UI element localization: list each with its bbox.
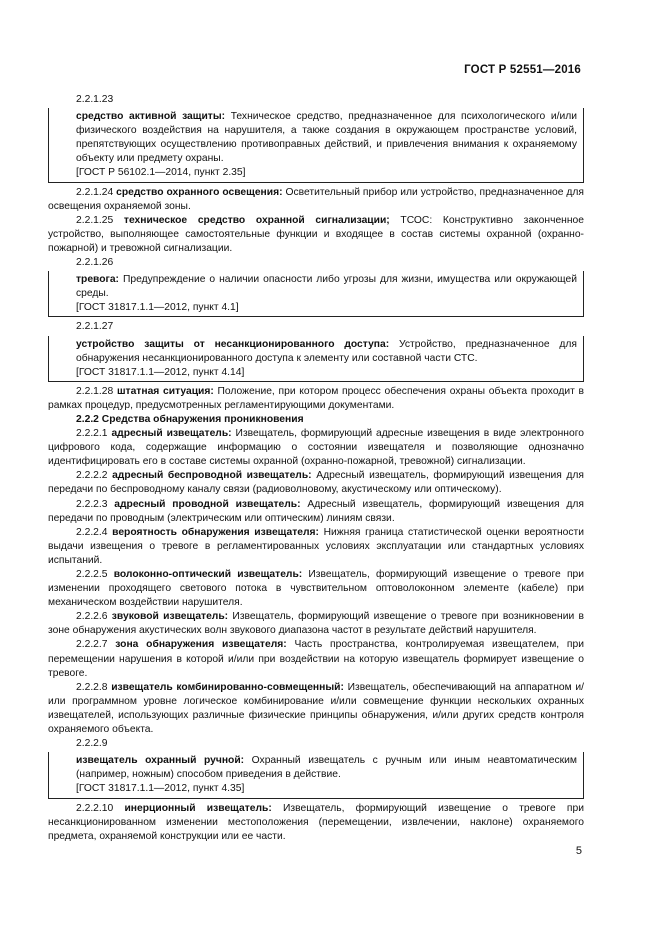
definition: Адресный извещатель, формирующий извещения для передачи по проводным (электрическим или оптическим) линиям связи. — [48, 498, 584, 524]
definition-paragraph — [48, 638, 584, 680]
definition-paragraph — [48, 498, 584, 526]
section-heading — [48, 413, 584, 427]
clause-number: 2.2.1.28 — [76, 385, 114, 397]
term: адресный проводной извещатель: — [114, 498, 301, 510]
quoted-definition-box — [48, 108, 584, 182]
term: инерционный извещатель: — [124, 802, 272, 814]
clause-number: 2.2.1.27 — [76, 321, 114, 333]
definition: Предупреждение о наличии опасности либо угрозы для жизни, имущества или окружающей среды. — [76, 274, 577, 300]
clause-number: 2.2.1.26 — [76, 257, 114, 269]
term: средство охранного освещения: — [116, 186, 283, 198]
term: вероятность обнаружения извещателя: — [112, 526, 319, 538]
clause-number: 2.2.2.6 — [76, 611, 108, 623]
source-reference: [ГОСТ 31817.1.1—2012, пункт 4.14] — [76, 366, 245, 378]
quoted-definition-box — [48, 336, 584, 382]
definition: Извещатель, обеспечивающий на аппаратном и/или программном уровне логическое комбинирование и/или совмещение функции нескольких охранных извещателей, использующих различные физические принципы обнаружения, и/или других средств контроля охраняемого объекта. — [48, 681, 584, 736]
term: тревога: — [76, 274, 119, 286]
clause-number: 2.2.2.1 — [76, 428, 108, 440]
definition-text — [76, 338, 577, 366]
clause-number: 2.2.2.5 — [76, 569, 108, 580]
definition-paragraph — [48, 568, 584, 610]
clause-number: 2.2.1.24 — [76, 186, 114, 198]
definition-text — [76, 273, 577, 301]
definition-paragraph — [48, 385, 584, 413]
source-reference: [ГОСТ Р 56102.1—2014, пункт 2.35] — [76, 167, 246, 179]
clause-number: 2.2.1.23 — [76, 94, 114, 105]
clause-number: 2.2.2.7 — [76, 639, 108, 651]
definition: ТСОС: Конструктивно законченное устройство, выполняющее самостоятельные функции и входящее в состав системы охранной (охранно-пожарной) и тревожной сигнализации. — [48, 214, 584, 254]
term: извещатель охранный ручной: — [76, 755, 245, 767]
term: волоконно-оптический извещатель: — [113, 569, 303, 580]
definition: Нижняя граница статистической оценки вероятности выдачи извещения о тревоге в регламентированных условиях эксплуатации или стандартных условиях испытаний. — [48, 526, 584, 566]
definition: Адресный извещатель, формирующий извещения для передачи по беспроводному каналу связи (радиоволновому, акустическому или оптическому). — [48, 470, 584, 496]
definition: Охранный извещатель с ручным или иным неавтоматическим (например, ножным) способом приведения в действие. — [76, 755, 577, 781]
term: устройство защиты от несанкционированного доступа: — [76, 338, 390, 350]
term: адресный извещатель: — [111, 428, 232, 440]
definition: Извещатель, формирующий адресные извещения в виде электронного цифрового кода, содержащие информацию о состоянии извещателя и позволяющие однозначно идентифицировать его в составе системы охранной (охранно-пожарной, тревожной) сигнализации. — [48, 428, 584, 468]
definition-text — [76, 754, 577, 782]
definition-paragraph — [48, 427, 584, 469]
standard-designation: ГОСТ Р 52551—2016 — [464, 64, 581, 76]
definition: Устройство, предназначенное для обнаружения несанкционированного доступа к элементу или составной части СТС. — [76, 338, 577, 364]
definition-paragraph — [48, 681, 584, 737]
term: штатная ситуация: — [116, 385, 214, 397]
document-body — [48, 93, 584, 844]
clause-number: 2.2.2.9 — [76, 738, 108, 750]
definition: Положение, при котором процесс обеспечения охраны объекта проходит в рамках процедур, предусмотренных регламентирующими документами. — [48, 385, 584, 411]
definition-paragraph — [48, 802, 584, 844]
clause-number: 2.2.2.2 — [76, 470, 108, 482]
definition-paragraph — [48, 469, 584, 497]
definition-paragraph — [48, 214, 584, 256]
page-number: 5 — [575, 845, 582, 857]
term: звуковой извещатель: — [111, 611, 229, 623]
definition: Часть пространства, контролируемая извещателем, при перемещении нарушения в которой и/или при воздействии на которую извещатель формирует извещение о тревоге. — [48, 639, 584, 679]
definition: Осветительный прибор или устройство, предназначенное для освещения охраняемой зоны. — [48, 186, 584, 212]
clause-number: 2.2.2.3 — [76, 498, 108, 510]
term: зона обнаружения извещателя: — [115, 639, 287, 651]
definition: Извещатель, формирующий извещение о тревоге при возникновении в зоне обнаружения акустических волн звукового диапазона частот в результате действий нарушителя. — [48, 611, 584, 637]
quoted-definition-box — [48, 271, 584, 317]
clause-number: 2.2.2.4 — [76, 526, 108, 538]
clause-number: 2.2.1.25 — [76, 214, 114, 226]
term: техническое средство охранной сигнализации; — [123, 214, 390, 226]
definition-paragraph — [48, 186, 584, 214]
source-reference: [ГОСТ 31817.1.1—2012, пункт 4.1] — [76, 302, 239, 314]
source-reference: [ГОСТ 31817.1.1—2012, пункт 4.35] — [76, 783, 245, 795]
section-title: Средства обнаружения проникновения — [101, 413, 304, 425]
section-number: 2.2.2 — [76, 413, 99, 425]
clause-number: 2.2.2.10 — [76, 802, 114, 814]
definition: Извещатель, формирующий извещение о тревоге при несанкционированном изменении местоположения (перемещении, извлечении, наклоне) охраняемого предмета, охраняемой конструкции или ее части. — [48, 802, 584, 842]
clause-number: 2.2.2.8 — [76, 681, 108, 693]
term: адресный беспроводной извещатель: — [112, 470, 312, 482]
quoted-definition-box — [48, 752, 584, 798]
definition-paragraph — [48, 610, 584, 638]
definition: Извещатель, формирующий извещение о тревоге при изменении проходящего светового потока в чувствительном оптоволоконном элементе (кабеле) при механическом воздействии нарушителя. — [48, 569, 584, 609]
definition-text — [76, 110, 577, 166]
definition: Техническое средство, предназначенное для психологического и/или физического воздействия на нарушителя, а также создания в окружающем пространстве условий, препятствующих осуществлению противоправных действий, и привлечения внимания к охраняемому объекту или предмету охраны. — [76, 111, 577, 165]
definition-paragraph — [48, 526, 584, 568]
term: средство активной защиты: — [76, 111, 226, 123]
term: извещатель комбинированно-совмещенный: — [111, 681, 344, 693]
